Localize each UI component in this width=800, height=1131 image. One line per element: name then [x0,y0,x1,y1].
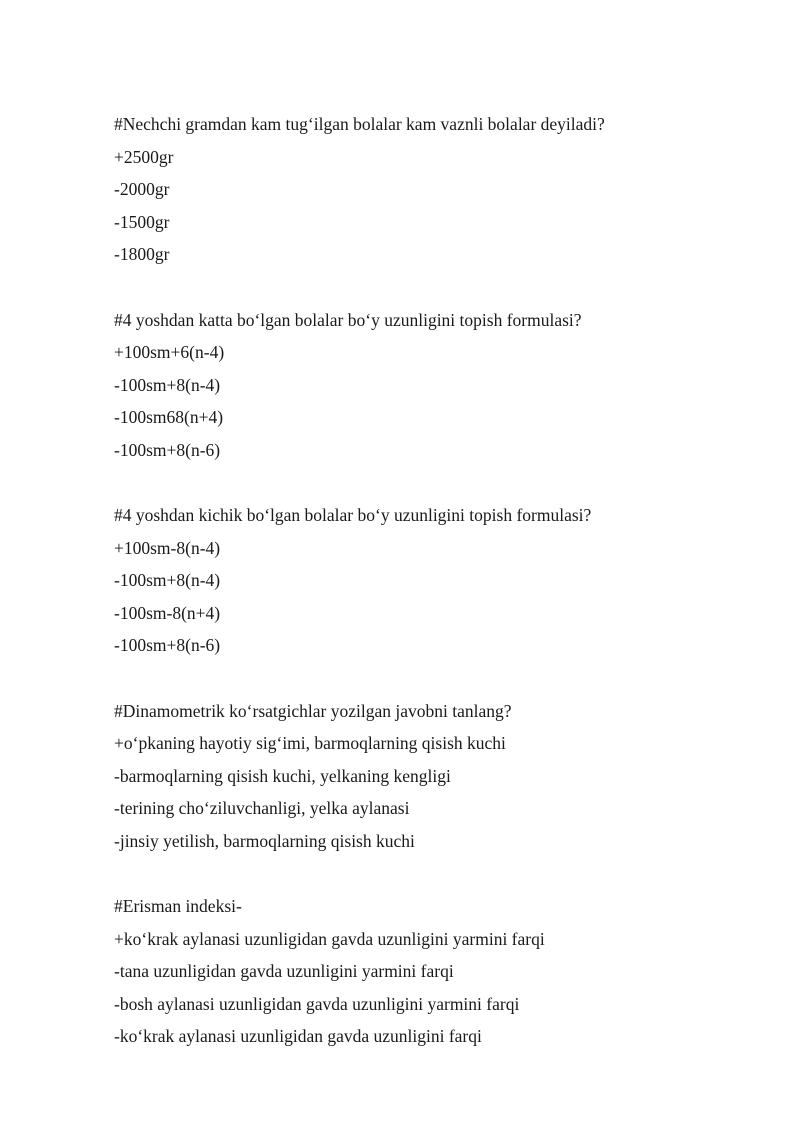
answer-option: -100sm+8(n-4) [114,374,221,395]
answer-option: -barmoqlarning qisish kuchi, yelkaning kengligi [114,765,451,786]
answer-option: -1800gr [114,244,170,264]
answer-option: +o‘pkaning hayotiy sig‘imi, barmoqlarning qisish kuchi [114,733,506,753]
answer-option: -2000gr [114,179,170,199]
question-block-1 [114,108,754,271]
question-text: #Nechchi gramdan kam tug‘ilgan bolalar kam vaznli bolalar deyiladi? [114,114,605,134]
question-text: #Dinamometrik ko‘rsatgichlar yozilgan javobni tanlang? [114,700,512,721]
question-block-2 [114,304,754,467]
answer-option: -100sm+8(n-6) [114,635,221,655]
question-block-4 [114,695,754,858]
answer-option: -100sm68(n+4) [114,407,224,427]
answer-option: -100sm-8(n+4) [114,602,221,623]
answer-option: +100sm+6(n-4) [114,342,225,362]
question-block-5 [114,890,754,1053]
answer-option: -100sm+8(n-6) [114,439,221,460]
question-block-3 [114,499,754,662]
answer-option: -ko‘krak aylanasi uzunligidan gavda uzunligini farqi [114,1026,482,1046]
document-page [114,108,754,1086]
answer-option: +2500gr [114,146,174,167]
answer-option: -1500gr [114,211,170,232]
question-text: #4 yoshdan katta bo‘lgan bolalar bo‘y uzunligini topish formulasi? [114,309,582,330]
answer-option: +100sm-8(n-4) [114,537,221,558]
answer-option: -bosh aylanasi uzunligidan gavda uzunligini yarmini farqi [114,993,520,1014]
answer-option: -terining cho‘ziluvchanligi, yelka aylanasi [114,798,410,818]
answer-option: -100sm+8(n-4) [114,570,221,590]
question-text: #4 yoshdan kichik bo‘lgan bolalar bo‘y uzunligini topish formulasi? [114,505,592,525]
answer-option: +ko‘krak aylanasi uzunligidan gavda uzunligini yarmini farqi [114,928,545,949]
question-text: #Erisman indeksi- [114,896,242,916]
answer-option: -tana uzunligidan gavda uzunligini yarmini farqi [114,961,454,981]
answer-option: -jinsiy yetilish, barmoqlarning qisish kuchi [114,830,415,851]
